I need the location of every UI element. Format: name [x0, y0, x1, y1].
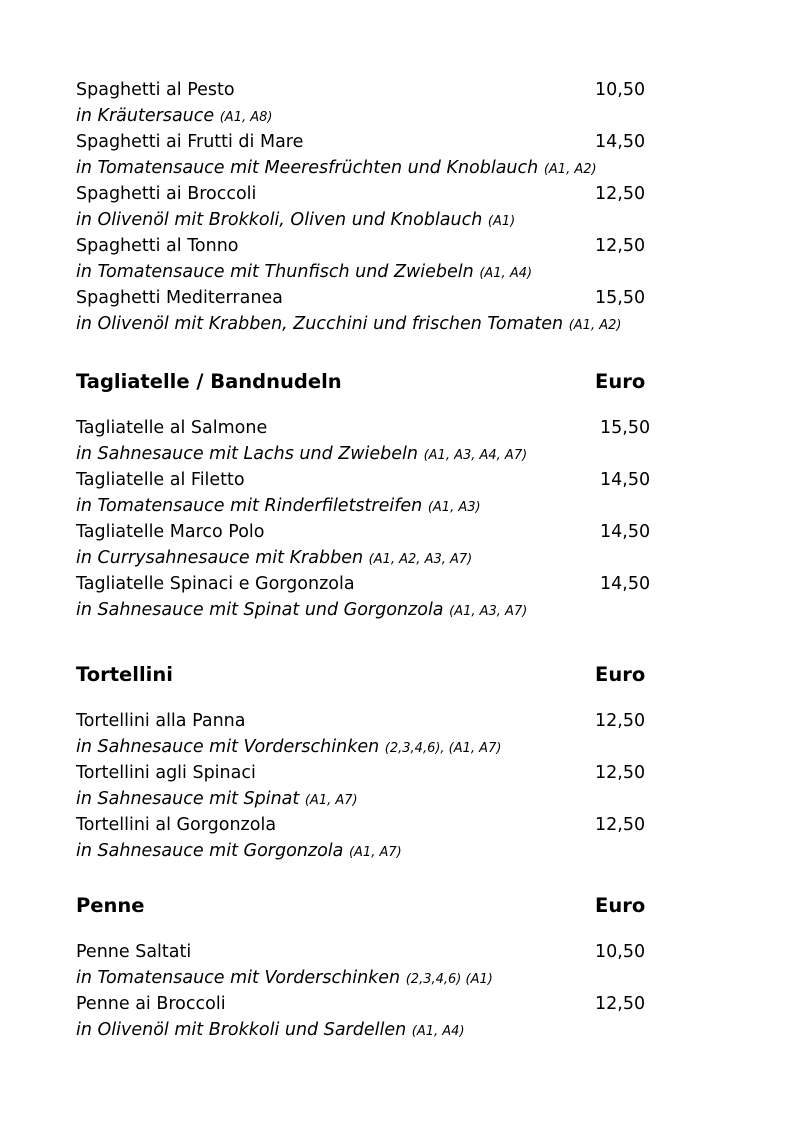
allergen-codes: (A1, A2, A3, A7): [368, 552, 473, 567]
dish-price: 14,50: [600, 574, 651, 594]
allergen-codes: (A1, A4): [411, 1024, 465, 1039]
dish-description: [76, 259, 532, 285]
description-text: in Tomatensauce mit Meeresfrüchten und Knoblauch: [76, 158, 539, 178]
dish-price: 10,50: [595, 80, 646, 100]
dish-price: 12,50: [595, 763, 646, 783]
description-text: in Sahnesauce mit Gorgonzola: [76, 841, 344, 861]
allergen-codes: (A1, A7): [304, 793, 358, 808]
section-heading: [76, 892, 676, 920]
dish-name: Penne Saltati: [76, 942, 192, 962]
dish-description: [76, 207, 515, 233]
dish-description: [76, 155, 597, 181]
menu-item: [76, 415, 676, 441]
dish-price: 12,50: [595, 815, 646, 835]
menu-item: [76, 571, 676, 597]
allergen-codes: (A1, A2): [568, 318, 622, 333]
dish-name: Spaghetti al Pesto: [76, 80, 235, 100]
dish-price: 12,50: [595, 236, 646, 256]
dish-name: Tagliatelle Spinaci e Gorgonzola: [76, 574, 355, 594]
description-text: in Olivenöl mit Krabben, Zucchini und frischen Tomaten: [76, 314, 564, 334]
section-title: Tagliatelle / Bandnudeln: [76, 370, 342, 393]
allergen-codes: (A1, A8): [219, 110, 273, 125]
dish-description: [76, 597, 527, 623]
dish-name: Spaghetti ai Frutti di Mare: [76, 132, 304, 152]
menu-item: [76, 467, 676, 493]
menu-item: [76, 760, 676, 786]
dish-name: Tortellini al Gorgonzola: [76, 815, 277, 835]
allergen-codes: (A1, A7): [348, 845, 402, 860]
dish-price: 15,50: [595, 288, 646, 308]
menu-item: [76, 812, 676, 838]
currency-label: Euro: [595, 370, 646, 393]
menu-item: [76, 181, 676, 207]
menu-item: [76, 708, 676, 734]
dish-description: [76, 103, 272, 129]
description-text: in Sahnesauce mit Spinat und Gorgonzola: [76, 600, 444, 620]
dish-description: [76, 838, 402, 864]
allergen-codes: (2,3,4,6) (A1): [405, 972, 493, 987]
dish-description: [76, 965, 493, 991]
dish-price: 14,50: [600, 522, 651, 542]
allergen-codes: (A1, A4): [479, 266, 533, 281]
description-text: in Tomatensauce mit Rinderfiletstreifen: [76, 496, 423, 516]
dish-price: 12,50: [595, 184, 646, 204]
allergen-codes: (A1, A3, A4, A7): [423, 448, 528, 463]
menu-item: [76, 285, 676, 311]
description-text: in Kräutersauce: [76, 106, 215, 126]
allergen-codes: (A1, A3): [427, 500, 481, 515]
dish-description: [76, 311, 621, 337]
dish-price: 14,50: [600, 470, 651, 490]
description-text: in Sahnesauce mit Lachs und Zwiebeln: [76, 444, 418, 464]
dish-price: 10,50: [595, 942, 646, 962]
allergen-codes: (A1, A2): [543, 162, 597, 177]
dish-name: Tortellini alla Panna: [76, 711, 246, 731]
dish-name: Spaghetti al Tonno: [76, 236, 239, 256]
dish-price: 12,50: [595, 711, 646, 731]
dish-description: [76, 1017, 465, 1043]
dish-name: Spaghetti Mediterranea: [76, 288, 283, 308]
dish-name: Tagliatelle al Salmone: [76, 418, 268, 438]
dish-description: [76, 786, 358, 812]
dish-name: Tortellini agli Spinaci: [76, 763, 256, 783]
description-text: in Sahnesauce mit Vorderschinken: [76, 737, 380, 757]
section-heading: [76, 661, 676, 689]
dish-description: [76, 493, 481, 519]
dish-name: Spaghetti ai Broccoli: [76, 184, 257, 204]
menu-item: [76, 991, 676, 1017]
dish-name: Penne ai Broccoli: [76, 994, 226, 1014]
description-text: in Sahnesauce mit Spinat: [76, 789, 300, 809]
description-text: in Currysahnesauce mit Krabben: [76, 548, 364, 568]
description-text: in Olivenöl mit Brokkoli, Oliven und Knoblauch: [76, 210, 483, 230]
allergen-codes: (A1): [487, 214, 516, 229]
currency-label: Euro: [595, 894, 646, 917]
currency-label: Euro: [595, 663, 646, 686]
dish-description: [76, 734, 501, 760]
section-title: Tortellini: [76, 663, 173, 686]
menu-item: [76, 519, 676, 545]
description-text: in Tomatensauce mit Thunfisch und Zwiebeln: [76, 262, 474, 282]
dish-description: [76, 441, 527, 467]
section-title: Penne: [76, 894, 145, 917]
dish-description: [76, 545, 472, 571]
dish-name: Tagliatelle Marco Polo: [76, 522, 265, 542]
menu-item: [76, 233, 676, 259]
menu-item: [76, 129, 676, 155]
allergen-codes: (2,3,4,6), (A1, A7): [384, 741, 502, 756]
dish-price: 15,50: [600, 418, 651, 438]
menu-item: [76, 77, 676, 103]
dish-name: Tagliatelle al Filetto: [76, 470, 245, 490]
menu-item: [76, 939, 676, 965]
dish-price: 14,50: [595, 132, 646, 152]
description-text: in Tomatensauce mit Vorderschinken: [76, 968, 401, 988]
description-text: in Olivenöl mit Brokkoli und Sardellen: [76, 1020, 407, 1040]
section-heading: [76, 368, 676, 396]
allergen-codes: (A1, A3, A7): [449, 604, 528, 619]
dish-price: 12,50: [595, 994, 646, 1014]
